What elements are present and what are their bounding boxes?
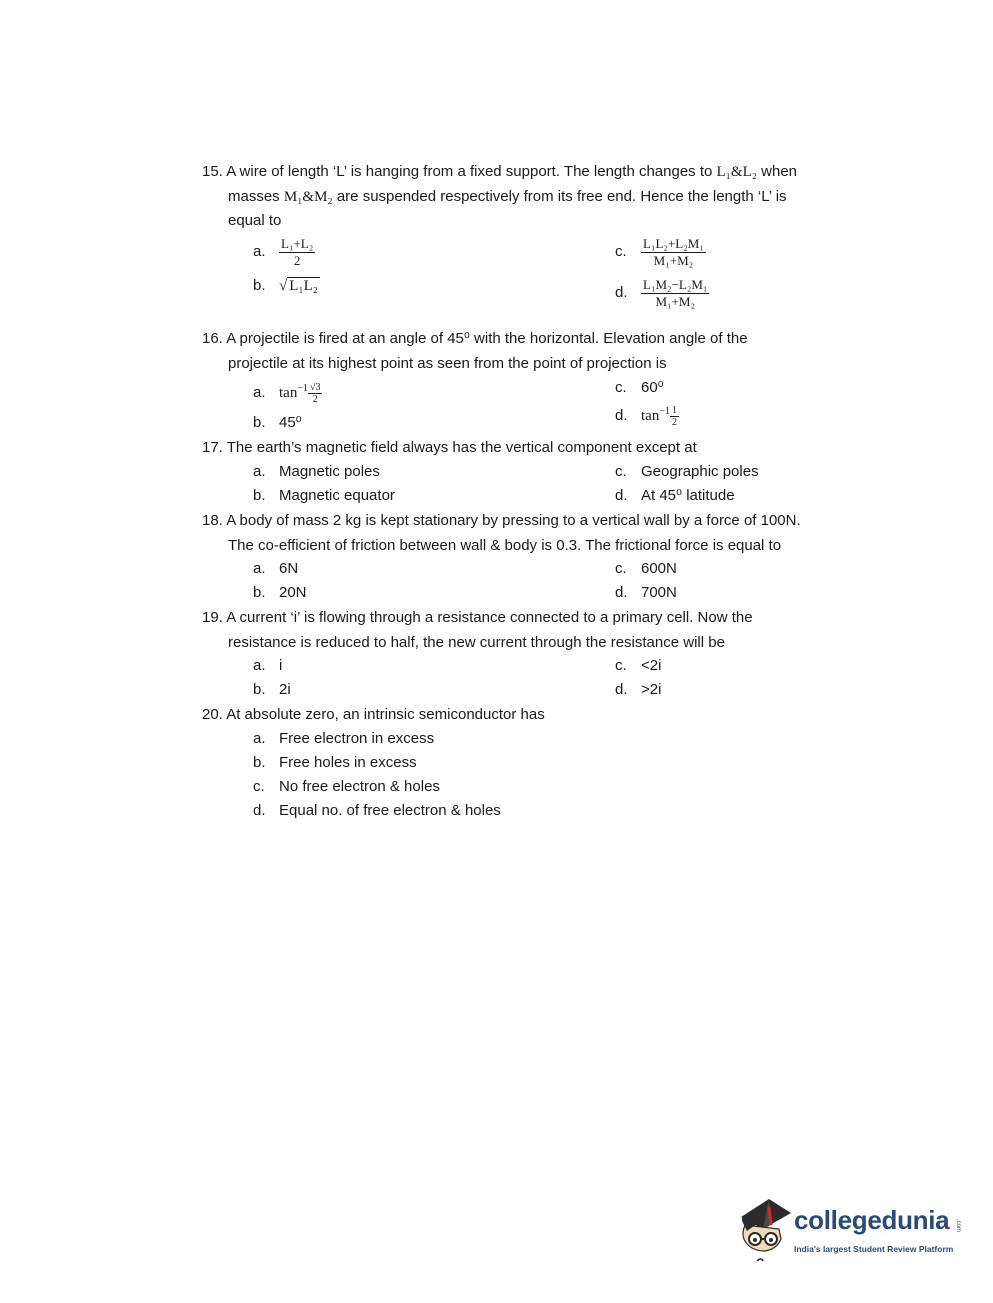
option-15a: a. $\frac{\text{L₁+L₂}}{2}$ <box>253 236 314 268</box>
logo-suffix: .com <box>955 1219 961 1233</box>
option-16c: c. 60⁰ <box>615 379 664 396</box>
logo-wordmark: collegedunia <box>794 1205 950 1235</box>
question-19: 19. A current ‘i’ is flowing through a resistance connected to a primary cell. Now the resistance is reduced to half, the new current through the resistance will be <box>202 606 753 655</box>
option-20a: a. Free electron in excess <box>253 730 435 747</box>
fraction: $\frac{1}{2}$ <box>671 404 677 428</box>
fraction: $\frac{\text{L₁L₂+L₂M₁}}{\text{M₁+M₂}}$ <box>643 236 704 268</box>
option-18c: c. 600N <box>615 560 677 577</box>
option-15d: d. $\frac{\text{L₁M₂−L₂M₁}}{\text{M₁+M₂}}$ <box>615 277 708 309</box>
option-16d: d. $\tan^{-1}$ $\frac{1}{2}$ <box>615 404 677 428</box>
option-20b: b. Free holes in excess <box>253 754 417 771</box>
mascot-with-graduation-cap-icon <box>735 1195 793 1267</box>
question-17: 17. The earth’s magnetic field always has the vertical component except at <box>202 436 697 461</box>
question-number: 20. <box>202 706 223 723</box>
question-18: 18. A body of mass 2 kg is kept stationary by pressing to a vertical wall by a force of 100N. The co-efficient of friction between wall & body is 0.3. The frictional force is equal to <box>202 509 801 558</box>
collegedunia-logo <box>735 1195 960 1270</box>
option-19a: a. i <box>253 657 283 674</box>
question-number: 18. <box>202 512 223 529</box>
question-15: 15. A wire of length ‘L’ is hanging from a fixed support. The length changes to L₁&L₂ when masses M₁&M₂ are suspended respectively from its free end. Hence the length ‘L’ is equal to <box>202 160 797 234</box>
question-16: 16. A projectile is fired at an angle of 45⁰ with the horizontal. Elevation angle of the projectile at its highest point as seen from the point of projection is <box>202 327 748 376</box>
question-number: 15. <box>202 163 223 180</box>
option-19c: c. <2i <box>615 657 662 674</box>
question-number: 16. <box>202 330 223 347</box>
option-16b: b. 45⁰ <box>253 414 302 431</box>
option-15c: c. $\frac{\text{L₁L₂+L₂M₁}}{\text{M₁+M₂}}$ <box>615 236 704 268</box>
option-19d: d. >2i <box>615 681 662 698</box>
option-19b: b. 2i <box>253 681 291 698</box>
option-18a: a. 6N <box>253 560 299 577</box>
option-17c: c. Geographic poles <box>615 463 759 480</box>
question-20: 20. At absolute zero, an intrinsic semiconductor has <box>202 703 545 728</box>
option-18b: b. 20N <box>253 584 307 601</box>
option-20d: d. Equal no. of free electron & holes <box>253 802 501 819</box>
option-15b: b. √ L₁L₂ <box>253 277 319 294</box>
logo-tagline: India's largest Student Review Platform <box>794 1244 954 1254</box>
square-root: √ L₁L₂ <box>279 278 319 294</box>
fraction: $\frac{\text{L₁+L₂}}{2}$ <box>281 236 314 268</box>
option-17d: d. At 45⁰ latitude <box>615 487 735 504</box>
option-17a: a. Magnetic poles <box>253 463 380 480</box>
option-17b: b. Magnetic equator <box>253 487 395 504</box>
question-number: 19. <box>202 609 223 626</box>
fraction: $\frac{√3}{2}$ <box>309 381 321 405</box>
question-number: 17. <box>202 439 223 456</box>
option-20c: c. No free electron & holes <box>253 778 440 795</box>
fraction: $\frac{\text{L₁M₂−L₂M₁}}{\text{M₁+M₂}}$ <box>643 277 708 309</box>
option-16a: a. $\tan^{-1}$ $\frac{√3}{2}$ <box>253 381 321 405</box>
option-18d: d. 700N <box>615 584 677 601</box>
